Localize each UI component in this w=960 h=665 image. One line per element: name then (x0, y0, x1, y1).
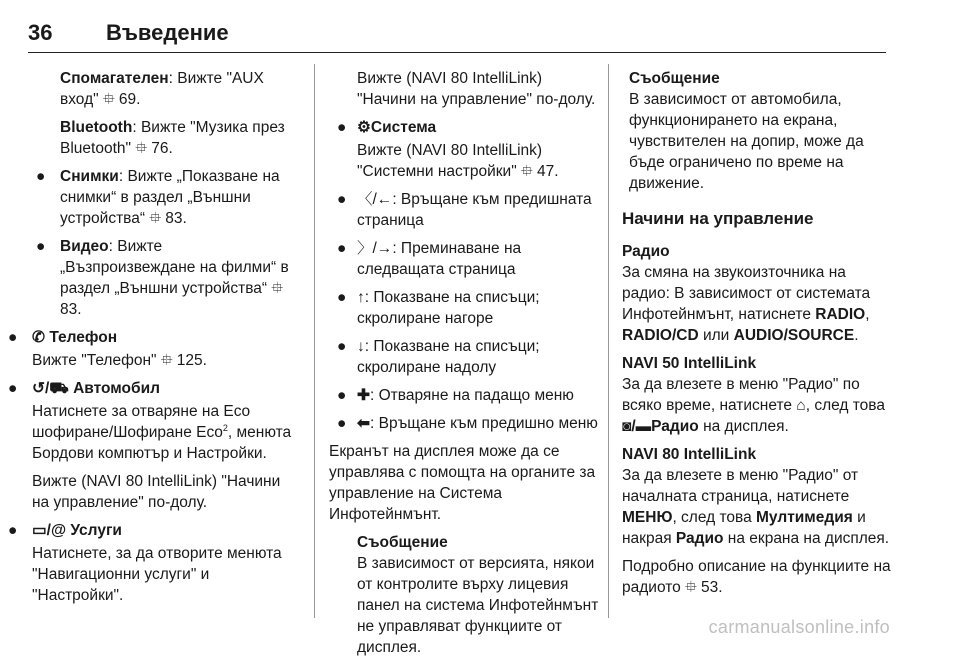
services-desc: Натиснете, за да отворите менюта "Навигационни услуги" и "Настройки". (32, 545, 282, 604)
page-number: 36 (28, 20, 53, 45)
aux-text: : Вижте "AUX вход" (60, 70, 264, 108)
bullet: ● (337, 338, 347, 355)
column-3 (622, 68, 892, 605)
photos-item (28, 166, 300, 229)
home-icon: ⌂ (796, 397, 806, 414)
watermark: carmanualsonline.info (708, 617, 890, 637)
next-arrow-icon: 〉/→ (357, 240, 393, 257)
plus-icon: ✚ (357, 387, 370, 404)
car-label: Автомобил (73, 380, 160, 397)
radio-icon: ◙/▬ (622, 418, 652, 435)
radio-label: Радио (675, 530, 724, 547)
bullet: ● (36, 238, 46, 255)
next-page-text: : Преминаване на следващата страница (357, 240, 522, 278)
next-page-item (329, 238, 599, 280)
up-arrow-icon: ↑ (357, 289, 365, 306)
radio-cd-key: RADIO/CD (622, 327, 699, 344)
more-info (622, 556, 892, 598)
page-header (28, 20, 229, 46)
column-divider-2 (608, 64, 609, 618)
video-item (28, 236, 300, 320)
system-item (329, 117, 599, 138)
aux-label: Спомагателен (60, 70, 169, 87)
navi50-text-b: , след това (805, 397, 885, 414)
radio-text (622, 262, 892, 346)
bluetooth-text: : Вижте "Музика през Bluetooth" (60, 119, 285, 157)
car-desc-1 (32, 401, 300, 464)
back-arrow-icon: 〈/← (357, 191, 393, 208)
bullet: ● (8, 380, 18, 397)
video-page-ref[interactable]: 83. (60, 301, 82, 318)
services-icon: ▭/@ (32, 522, 67, 539)
video-label: Видео (60, 238, 109, 255)
navi50-title: NAVI 50 IntelliLink (622, 355, 757, 372)
navi50-text-a: За да влезете в меню "Радио" по всяко време, натиснете (622, 376, 860, 414)
system-label: Система (370, 119, 437, 136)
scroll-down-item (329, 336, 599, 378)
navi80-text-b: , след това (672, 509, 757, 526)
bullet: ● (337, 415, 347, 432)
multimedia-label: Мултимедия (756, 509, 853, 526)
page-ref-arrow-icon: ⯐ (685, 579, 697, 596)
car-icon: ↺/⛟ (32, 380, 69, 397)
column-1 (8, 68, 300, 613)
radio-page-ref[interactable]: 53. (701, 579, 723, 596)
scroll-down-text: : Показване на списъци; скролиране надолу (357, 338, 540, 376)
note-box (622, 68, 892, 194)
radio-title: Радио (622, 243, 670, 260)
bluetooth-page-ref[interactable]: 76. (151, 140, 173, 157)
bullet: ● (36, 168, 46, 185)
down-arrow-icon: ↓ (357, 338, 365, 355)
return-arrow-icon: ⬅ (357, 415, 370, 432)
back-page-text: : Връщане към предишната страница (357, 191, 592, 229)
scroll-up-item (329, 287, 599, 329)
car-text-a: Натиснете за отваряне на Eco шофиране/Шофиране Eco (32, 403, 251, 441)
menu-key: МЕНЮ (622, 509, 673, 526)
section-heading: Начини на управление (622, 209, 814, 228)
radio-key: RADIO (815, 306, 866, 323)
phone-icon: ✆ (32, 329, 45, 346)
page-ref-arrow-icon: ⯐ (102, 91, 115, 108)
phone-label: Телефон (49, 329, 118, 346)
navi80-text-a: За да влезете в меню "Радио" от началната страница, натиснете (622, 467, 859, 505)
bullet: ● (337, 240, 347, 257)
navi80-title: NAVI 80 IntelliLink (622, 446, 757, 463)
bluetooth-label: Bluetooth (60, 119, 133, 136)
gear-icon: ⚙ (357, 119, 371, 136)
navi80-text-d: на екрана на дисплея. (723, 530, 890, 547)
note-title: Съобщение (629, 70, 720, 87)
aux-entry (60, 68, 300, 110)
back-menu-text: : Връщане към предишно меню (370, 415, 598, 432)
bullet: ● (8, 329, 18, 346)
footnote-mark: 2 (222, 422, 228, 433)
photos-label: Снимки (60, 168, 119, 185)
bullet: ● (337, 289, 347, 306)
column-2-intro: Вижте (NAVI 80 IntelliLink) "Начини на управление" по-долу. (357, 70, 596, 108)
car-text-b: , менюта Бордови компютър и Настройки. (32, 424, 292, 462)
end-text: . (854, 327, 859, 344)
or-text: или (698, 327, 734, 344)
services-label: Услуги (70, 522, 122, 539)
note-title: Съобщение (357, 534, 448, 551)
page-ref-arrow-icon: ⯐ (271, 280, 284, 297)
header-rule (28, 52, 886, 53)
audio-source-key: AUDIO/SOURCE (733, 327, 855, 344)
bluetooth-entry (60, 117, 300, 159)
page-ref-arrow-icon: ⯐ (135, 140, 147, 157)
dropdown-text: : Отваряне на падащо меню (370, 387, 574, 404)
back-menu-item (329, 413, 599, 434)
scroll-up-text: : Показване на списъци; скролиране нагоре (357, 289, 540, 327)
page-ref-arrow-icon: ⯐ (521, 163, 533, 180)
phone-item (0, 327, 300, 348)
more-text: Подробно описание на функциите на радиото (622, 558, 891, 596)
services-item (0, 520, 300, 541)
page-ref-arrow-icon: ⯐ (149, 210, 161, 227)
aux-page-ref[interactable]: 69. (118, 91, 141, 108)
system-desc (329, 140, 599, 182)
back-page-item (329, 189, 599, 231)
column-divider-1 (314, 64, 315, 618)
system-page-ref[interactable]: 47. (536, 163, 559, 180)
column-2 (329, 68, 599, 665)
car-desc-2: Вижте (NAVI 80 IntelliLink) "Начини на управление" по-долу. (32, 473, 281, 511)
note-text: В зависимост от автомобила, функционирането на екрана, чувствителен на допир, може да бъде ограничено по време на движение. (629, 91, 864, 192)
bullet: ● (8, 522, 18, 539)
note-text: В зависимост от версията, някои от контролите върху лицевия панел на система Инфотейнмънт не управляват функциите от дисплея. (357, 555, 599, 656)
phone-page-ref[interactable]: 125. (176, 352, 207, 369)
bullet: ● (337, 387, 347, 404)
bullet: ● (337, 119, 347, 136)
screen-control-para: Екранът на дисплея може да се управлява с помощта на органите за управление на Система Инфотейнмънт. (329, 443, 596, 523)
phone-desc (32, 350, 300, 371)
phone-text: Вижте "Телефон" (32, 352, 161, 369)
page-title: Въведение (106, 20, 229, 45)
navi80-text (622, 465, 892, 549)
navi80-text-c: и накрая (622, 509, 866, 547)
dropdown-item (329, 385, 599, 406)
navi50-text (622, 374, 892, 437)
note-box (329, 532, 599, 658)
photos-page-ref[interactable]: 83. (165, 210, 187, 227)
system-text: Вижте (NAVI 80 IntelliLink) "Системни настройки" (357, 142, 543, 180)
car-item (0, 378, 300, 399)
radio-text-a: За смяна на звукоизточника на радио: В зависимост от системата Инфотейнмънт, натиснете (622, 264, 871, 323)
sep: , (865, 306, 870, 323)
bullet: ● (337, 191, 347, 208)
navi50-text-c: на дисплея. (698, 418, 789, 435)
photos-text: : Вижте „Показване на снимки“ в раздел „Външни устройства“ (60, 168, 280, 227)
video-text: : Вижте „Възпроизвеждане на филми“ в раздел „Външни устройства“ (60, 238, 289, 297)
page-ref-arrow-icon: ⯐ (160, 352, 173, 369)
radio-label: Радио (651, 418, 699, 435)
